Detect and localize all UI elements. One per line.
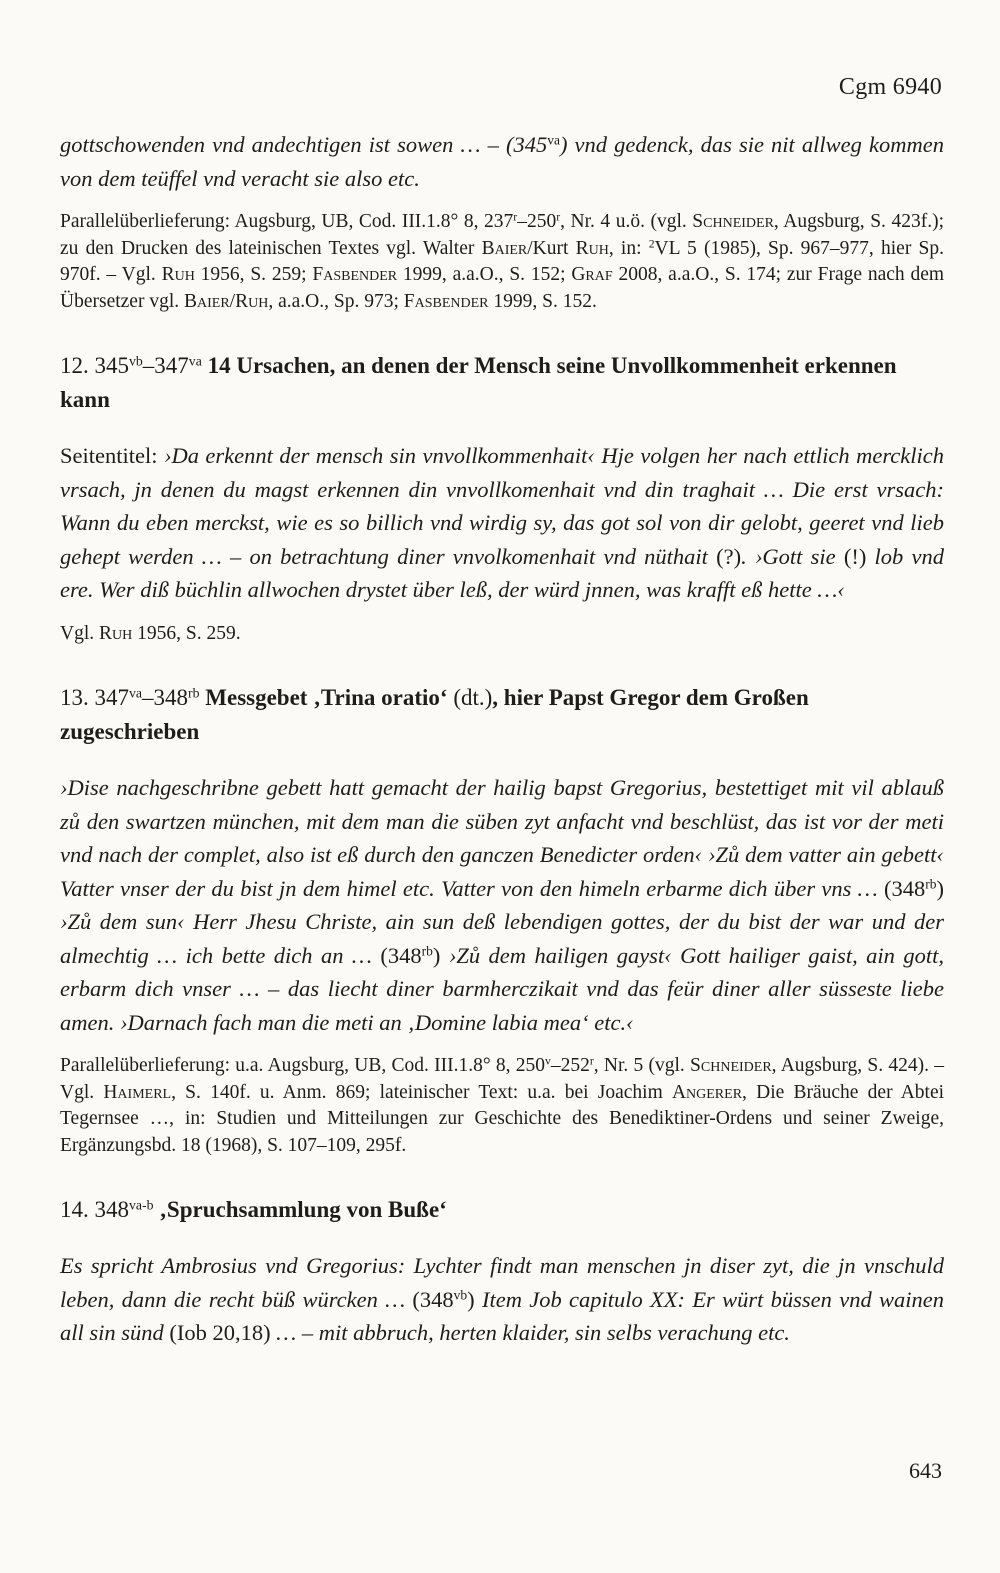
editorial-mark: (?) — [716, 543, 742, 569]
folio-reference: ) — [467, 1286, 475, 1312]
author-name: Schneider — [692, 211, 774, 232]
entry-11-note — [60, 209, 944, 315]
entry-13-quote — [60, 771, 944, 1039]
folio-reference: ) — [432, 942, 441, 968]
author-name: Fasbender — [312, 264, 398, 285]
note-text: Parallelüberlieferung: Augsburg, UB, Cod. III.1.8° 8, 237 — [60, 211, 514, 232]
entry-title: 14 Ursachen, an denen der Mensch seine Unvollkommenheit erkennen kann — [60, 353, 897, 412]
note-text: , Die Bräuche der Abtei Tegernsee …, in: Studien und Mitteilungen zur Geschichte des Benediktiner-Ordens und seiner Zweige, Ergänzungsbd. 18 (1968), S. 107–109, 295f. — [60, 1081, 945, 1156]
folio-reference: (348 — [412, 1286, 454, 1312]
author-name: Ruh — [161, 264, 195, 285]
note-text: /Kurt — [527, 237, 576, 259]
folio-superscript: rb — [188, 685, 200, 701]
entry-title: ‚Spruchsammlung von Buße‘ — [153, 1197, 447, 1222]
entry-12-quote — [60, 439, 944, 607]
entry-title: Messgebet ‚Trina oratio‘ — [199, 685, 454, 710]
author-name: Ruh — [575, 237, 609, 259]
folio-reference: ) — [936, 875, 944, 901]
editorial-mark: (!) — [843, 543, 867, 569]
folio-superscript: r — [513, 210, 518, 224]
quote-text: ›Zů dem hailigen gayst‹ Gott hailiger gaist, ain gott, erbarm dich vnser … – das liecht diner barmherczikait vnd das feür diner aller süsseste liebe amen. ›Darnach fach man die meti an ‚Domine labia mea‘ etc.‹ — [60, 942, 944, 1035]
note-text: Vgl. — [60, 622, 99, 644]
entry-13-heading — [60, 681, 944, 749]
folio-superscript: va — [188, 353, 202, 369]
quote-label: Seitentitel: — [60, 443, 164, 468]
quote-text: ›Da erkennt der mensch sin vnvollkommenhait‹ Hje volgen her nach ettlich mercklich vrsach, jn denen du magst erkennen din vnvollkomenhait vnd din traghait … Die erst vrsach: Wann du eben merckst, wie es so billich vnd wirdig sy, das got sol von dir gelobt, geeret vnd lieb gehept werden … – on betrachtung diner vnvolkomenhait vnd nüthait — [60, 443, 944, 569]
quote-text: ) vnd gedenck, das sie nit allweg kommen von dem teüffel vnd veracht sie also etc. — [60, 132, 944, 191]
note-text: 1999, a.a.O., S. 152; — [397, 264, 572, 285]
entry-number: 12. 345 — [60, 353, 129, 378]
folio-superscript: rb — [925, 876, 937, 892]
quote-text: . ›Gott sie — [741, 543, 844, 569]
entry-12-heading — [60, 349, 944, 417]
folio-superscript: r — [556, 210, 561, 224]
note-text: –250 — [517, 211, 557, 232]
entry-number: –348 — [142, 685, 189, 710]
quote-text: lob vnd ere. Wer diß büchlin allwochen drystet über leß, der würd jnnen, was krafft eß hette …‹ — [60, 543, 944, 602]
note-text: –252 — [550, 1055, 590, 1076]
quote-text: … – mit abbruch, herten klaider, sin selbs verachung etc. — [270, 1320, 790, 1345]
entry-number: 14. 348 — [60, 1197, 129, 1222]
folio-superscript: va — [129, 685, 143, 701]
author-name: Angerer — [671, 1081, 743, 1103]
note-text: , in: — [608, 237, 649, 259]
entry-14-heading — [60, 1193, 944, 1227]
quote-text: ›Dise nachgeschribne gebett hatt gemacht der hailig bapst Gregorius, bestettiget mit vil ablauß zů den swartzen münchen, mit dem man die süben zyt anfacht vnd beschlüst, das ist vor der meti vnd nach der complet, also ist eß durch den ganczen Benedicter orden‹ ›Zů dem vatter ain gebett‹ Vatter vnser der du bist jn dem himel etc. Vatter von den himeln erbarme dich über vns … — [60, 775, 944, 901]
note-text: , Nr. 4 u.ö. (vgl. — [560, 211, 693, 232]
folio-superscript: va-b — [129, 1197, 154, 1213]
folio-superscript: rb — [421, 943, 433, 959]
author-name: Fasbender — [403, 290, 489, 312]
folio-superscript: vb — [129, 353, 143, 369]
note-text: , S. 140f. u. Anm. 869; lateinischer Text: u.a. bei Joachim — [171, 1081, 672, 1103]
page-number: 643 — [909, 1458, 942, 1483]
note-text: VL 5 (1985), Sp. 967–977, hier Sp. 970f. – Vgl. — [60, 237, 944, 285]
entry-title: , hier Papst Gregor dem Großen zugeschrieben — [60, 685, 809, 744]
author-name: Graf — [571, 264, 613, 285]
quote-text: Item Job capitulo XX: Er würt büssen vnd wainen all sin sünd — [60, 1286, 944, 1345]
folio-superscript: va — [547, 132, 560, 148]
note-text: , Augsburg, S. 423f.); zu den Drucken des lateinischen Textes vgl. Walter — [60, 211, 944, 259]
folio-superscript: r — [589, 1054, 594, 1068]
bible-reference: (Iob 20,18) — [169, 1320, 271, 1345]
folio-superscript: v — [545, 1054, 551, 1068]
running-header: Cgm 6940 — [838, 74, 942, 100]
folio-reference: (348 — [884, 875, 926, 901]
note-text: 1956, S. 259. — [132, 622, 241, 644]
note-text: 2008, a.a.O., S. 174; zur Frage nach dem Übersetzer vgl. — [60, 264, 945, 312]
entry-number: 13. 347 — [60, 685, 129, 710]
edition-superscript: 2 — [648, 237, 655, 251]
author-name: Baier/Ruh — [184, 290, 269, 312]
note-text: , Augsburg, S. 424). – Vgl. — [60, 1055, 944, 1103]
page-content — [60, 128, 944, 1350]
entry-11-quote — [60, 128, 944, 195]
entry-number: –347 — [142, 353, 189, 378]
quote-text: gottschowenden vnd andechtigen ist sowen … – (345 — [60, 132, 548, 157]
entry-14-quote — [60, 1249, 944, 1350]
entry-title-note: (dt.) — [453, 685, 493, 710]
quote-text: ›Zů dem sun‹ Herr Jhesu Christe, ain sun deß lebendigen gottes, der du bist der war und der almechtig … ich bette dich an … — [60, 909, 944, 968]
folio-reference: (348 — [380, 942, 422, 968]
note-text: , Nr. 5 (vgl. — [593, 1055, 691, 1076]
quote-text: Es spricht Ambrosius vnd Gregorius: Lychter findt man menschen jn diser zyt, die jn vnschuld leben, dann die recht büß würcken … — [60, 1253, 944, 1312]
author-name: Haimerl — [103, 1081, 172, 1103]
note-text: 1956, S. 259; — [194, 264, 313, 285]
note-text: , a.a.O., Sp. 973; — [268, 290, 404, 312]
author-name: Schneider — [690, 1055, 772, 1076]
note-text: 1999, S. 152. — [488, 290, 597, 312]
entry-12-note — [60, 621, 944, 648]
author-name: Ruh — [99, 622, 133, 644]
note-text: Parallelüberlieferung: u.a. Augsburg, UB, Cod. III.1.8° 8, 250 — [60, 1055, 546, 1076]
folio-superscript: vb — [453, 1287, 468, 1303]
author-name: Baier — [481, 237, 528, 259]
entry-13-note — [60, 1053, 944, 1159]
